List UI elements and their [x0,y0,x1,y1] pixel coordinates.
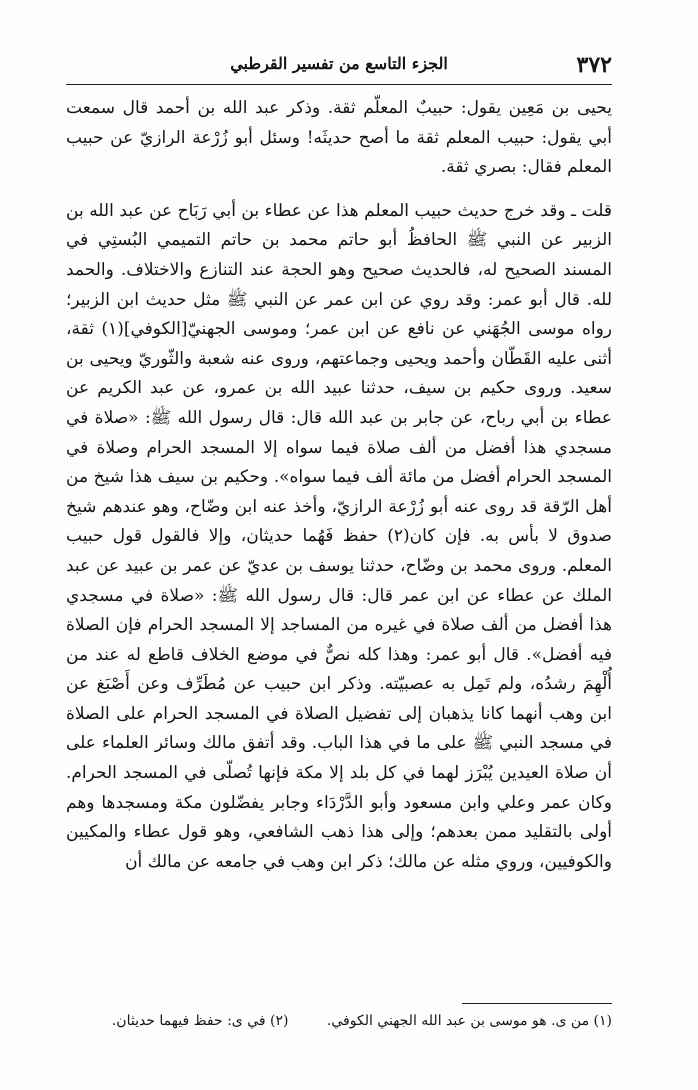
footnote-1: (١) من ى. هو موسى بن عبد الله الجهني الكوفي. [326,1013,612,1029]
footnote-separator [462,1003,612,1004]
paragraph: قلت ـ وقد خرج حديث حبيب المعلم هذا عن عطاء بن أبي رَبَاح عن عبد الله بن الزبير عن النبي ﷺ الحافظُ أبو حاتم محمد بن حاتم التميمي البُستِي في المسند الصحيح له، فالحديث صحيح وهو الحجة عند التنازع والاختلاف. والحمد لله. قال أبو عمر: وقد روي عن ابن عمر عن النبي ﷺ مثل حديث ابن الزبير؛ رواه موسى الجُهَني عن نافع عن ابن عمر؛ وموسى الجهنيّ[الكوفي](١) ثقة، أثنى عليه القَطّان وأحمد ويحيى وجماعتهم، وروى عنه شعبة والثّوريّ ويحيى بن سعيد. وروى حكيم بن سيف، حدثنا عبيد الله بن عمرو، عن عبد الكريم عن عطاء بن أبي رباح، عن جابر بن عبد الله قال: قال رسول الله ﷺ: «صلاة في مسجدي هذا أفضل من ألف صلاة فيما سواه إلا المسجد الحرام وصلاة في المسجد الحرام أفضل من مائة ألف فيما سواه». وحكيم بن سيف هذا شيخ من أهل الرّقة قد روى عنه أبو زُرْعة الرازيّ، وأخذ عنه ابن وضّاح، وهو عندهم شيخ صدوق لا بأس به. فإن كان(٢) حفظ فَهُما حديثان، وإلا فالقول قول حبيب المعلم. وروى محمد بن وضّاح، حدثنا يوسف بن عديّ عن عمر بن عبيد عن عبد الملك عن عطاء عن ابن عمر قال: قال رسول الله ﷺ: «صلاة في مسجدي هذا أفضل من ألف صلاة في غيره من المساجد إلا المسجد الحرام فإن الصلاة فيه أفضل». قال أبو عمر: وهذا كله نصٌّ في موضع الخلاف قاطع له عند من أُلْهِمَ رشدُه، ولم تَمِل به عصبيّته. وذكر ابن حبيب عن مُطَرِّف وعن أَصْبَغ عن ابن وهب أنهما كانا يذهبان إلى تفضيل الصلاة في المسجد الحرام على الصلاة في مسجد النبي ﷺ على ما في هذا الباب. وقد أتفق مالك وسائر العلماء على أن صلاة العيدين يُبْرَز لهما في كل بلد إلا مكة فإنها تُصلّى في المسجد الحرام. وكان عمر وعلي وابن مسعود وأبو الدَّرْدَاء وجابر يفضّلون مكة ومسجدها وهم أولى بالتقليد ممن بعدهم؛ وإلى هذا ذهب الشافعي، وهو قول عطاء والمكيين والكوفيين، وروي مثله عن مالك؛ ذكر ابن وهب في جامعه عن مالك أن [66,200,612,872]
page-number: ٣٧٢ [576,52,612,78]
running-title: الجزء التاسع من تفسير القرطبي [230,54,448,73]
paragraph: يحيى بن مَعِين يقول: حبيبٌ المعلّم ثقة. وذكر عبد الله بن أحمد قال سمعت أبي يقول: حبيب المعلم ثقة ما أصح حديثَه! وسئل أبو زُرْعة الرازيّ عن حبيب المعلم فقال: بصري ثقة. [66,98,612,178]
footnote-2: (٢) في ى: حفظ فيهما حديثان. [111,1013,289,1029]
page-header [66,50,612,85]
footnotes [66,1010,612,1032]
body-text [66,94,612,877]
